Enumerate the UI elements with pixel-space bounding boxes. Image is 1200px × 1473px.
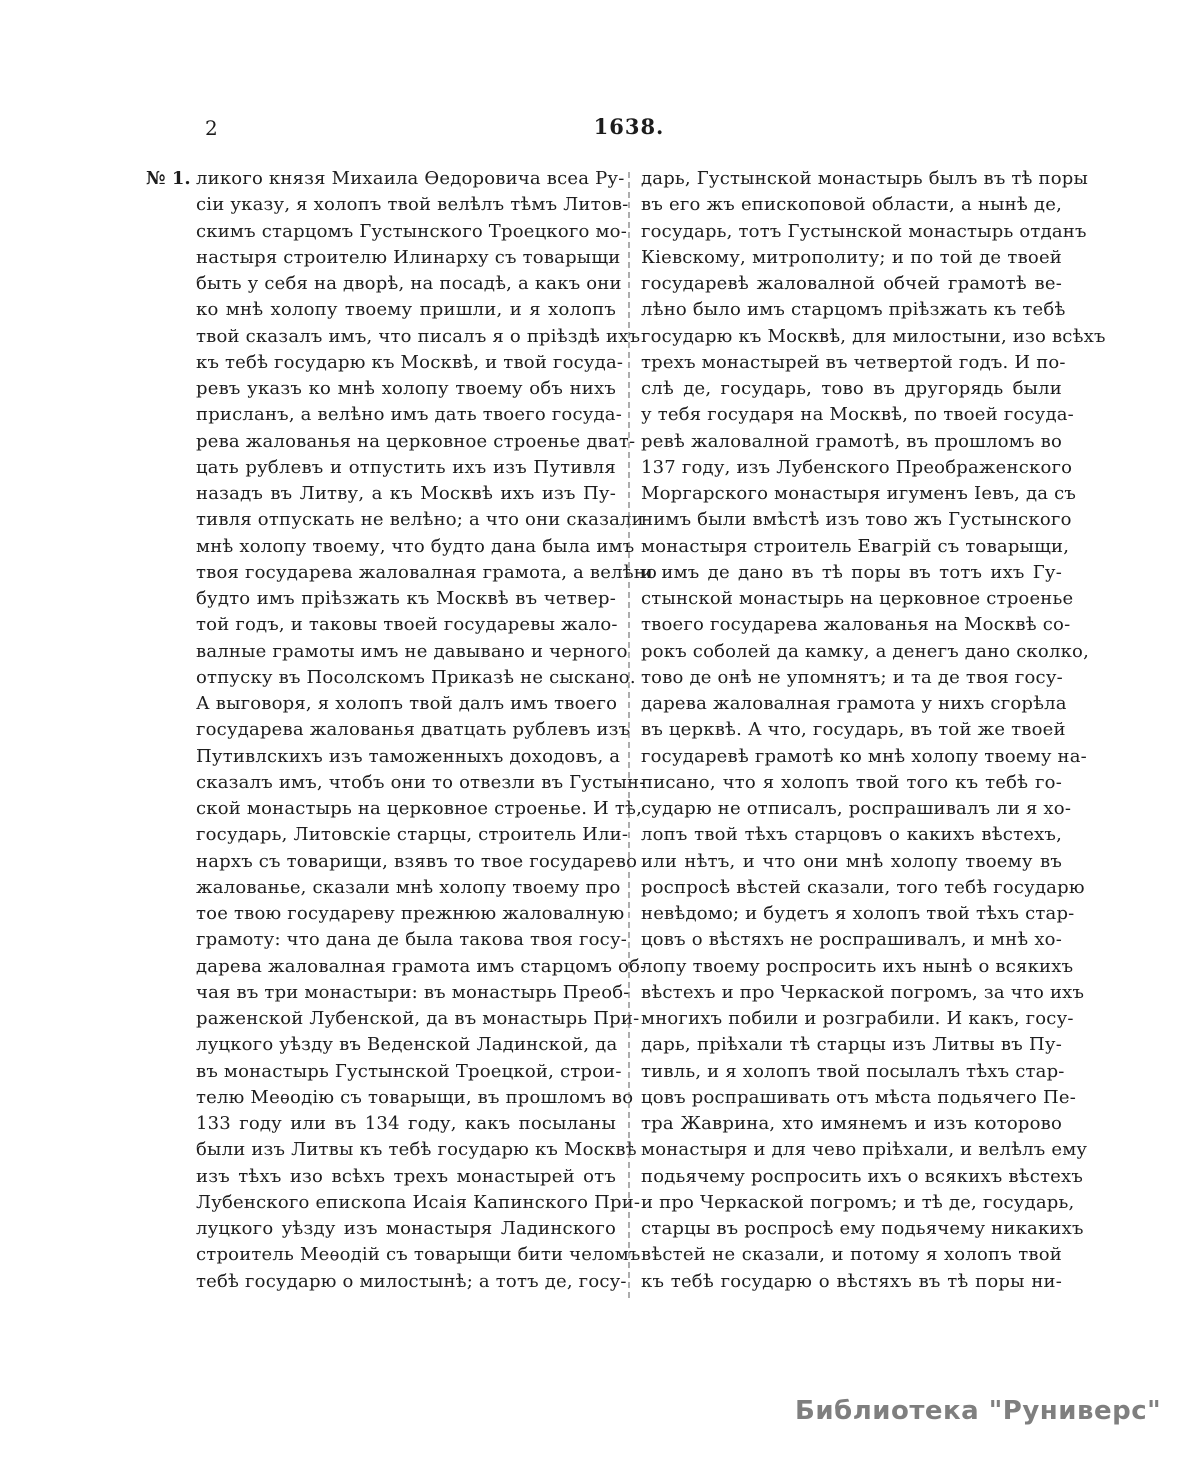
text-line: валные грамоты имъ не давывано и черного [196, 640, 628, 662]
text-line: нимъ были вмѣстѣ изъ тово жъ Густынского [641, 509, 1072, 531]
text-line: подьячему роспросить ихъ о всякихъ вѣстехъ [641, 1165, 1083, 1187]
text-line: мнѣ холопу твоему, что будто дана была имъ [196, 535, 635, 557]
text-line: слѣ де, государь, тово въ другорядь были [641, 378, 1062, 399]
text-line: той годъ, и таковы твоей государевы жало- [196, 614, 618, 636]
text-line: грамоту: что дана де была такова твоя госу- [196, 929, 628, 951]
text-line: А выговоря, я холопъ твой далъ имъ твоего [196, 693, 618, 714]
column-divider [628, 172, 630, 1298]
text-line: къ тебѣ государю къ Москвѣ, и твой госуда- [196, 351, 624, 373]
text-line: ревъ указъ ко мнѣ холопу твоему объ нихъ [196, 378, 616, 399]
text-line: дарь, пріѣхали тѣ старцы изъ Литвы въ Пу- [641, 1034, 1062, 1056]
text-line: твоего государева жалованья на Москвѣ со- [641, 614, 1071, 636]
text-line: рева жалованья на церковное строенье дват- [196, 430, 636, 452]
library-watermark: Библиотека "Руниверс" [795, 1396, 1162, 1426]
text-line: старцы въ роспросѣ ему подьячему никакихъ [641, 1218, 1084, 1239]
text-line: сударю не отписалъ, роспрашивалъ ли я хо- [641, 798, 1072, 819]
page-number: 2 [205, 116, 219, 140]
text-line: невѣдомо; и будетъ я холопъ твой тѣхъ стар- [641, 903, 1075, 924]
text-line: будто имъ пріѣзжать къ Москвѣ въ четвер- [196, 588, 616, 609]
text-line: 133 году или въ 134 году, какъ посыланы [196, 1113, 616, 1134]
text-line: настыря строителю Илинарху съ товарыщи [196, 246, 621, 268]
text-line: тра Жаврина, хто имянемъ и изъ которово [641, 1113, 1062, 1134]
text-line: государева жалованья дватцать рублевъ изъ [196, 719, 631, 741]
text-line: дарева жаловалная грамота имъ старцомъ об- [196, 955, 647, 977]
text-line: строитель Меѳодій съ товарыщи бити челомъ [196, 1244, 641, 1266]
text-line: отпуску въ Посолскомъ Приказѣ не сыскано. [196, 666, 636, 688]
entry-number-label: № 1. [146, 168, 191, 189]
text-column-left [196, 166, 658, 1295]
text-line: жалованье, сказали мнѣ холопу твоему про [196, 876, 621, 898]
text-line: изъ тѣхъ изо всѣхъ трехъ монастырей отъ [196, 1165, 616, 1187]
text-line: лопъ твой тѣхъ старцовъ о какихъ вѣстехъ, [641, 824, 1062, 846]
text-line: твой сказалъ имъ, что писалъ я о пріѣздѣ ихъ [196, 325, 641, 347]
text-line: вѣстехъ и про Черкаской погромъ, за что ихъ [641, 981, 1085, 1003]
text-line: Моргарского монастыря игуменъ Іевъ, да съ [641, 483, 1077, 504]
text-line: писано, что я холопъ твой того къ тебѣ го- [641, 771, 1062, 793]
text-line: государь, Литовскіе старцы, строитель Или- [196, 824, 629, 846]
text-line: въ церквѣ. А что, государь, въ той же твоей [641, 719, 1066, 741]
text-line: государь, тотъ Густынской монастырь отданъ [641, 220, 1087, 242]
text-line: дарева жаловалная грамота у нихъ сгорѣла [641, 693, 1067, 714]
text-line: тое твою государеву прежнюю жаловалную [196, 903, 625, 924]
text-line: лѣно было имъ старцомъ пріѣзжать къ тебѣ [641, 299, 1066, 321]
text-line: назадъ въ Литву, а къ Москвѣ ихъ изъ Пу- [196, 483, 616, 504]
text-line: государевѣ грамотѣ ко мнѣ холопу твоему на- [641, 745, 1087, 767]
text-line: телю Меѳодію съ товарыщи, въ прошломъ во [196, 1086, 634, 1108]
text-line: цать рублевъ и отпустить ихъ изъ Путивля [196, 456, 616, 478]
text-line: нархъ съ товарищи, взявъ то твое государево [196, 850, 638, 872]
text-line: сіи указу, я холопъ твой велѣлъ тѣмъ Литов- [196, 194, 629, 216]
text-line: тебѣ государю о милостынѣ; а тотъ де, госу- [196, 1270, 627, 1292]
text-line: присланъ, а велѣно имъ дать твоего госуда- [196, 404, 623, 426]
text-line: цовъ о вѣстяхъ не роспрашивалъ, и мнѣ хо- [641, 929, 1062, 951]
text-line: сказалъ имъ, чтобъ они то отвезли въ Густын- [196, 771, 646, 793]
text-line: тивля отпускать не велѣно; а что они сказали [196, 509, 644, 531]
text-line: стынской монастырь на церковное строенье [641, 588, 1074, 609]
text-line: рокъ соболей да камку, а денегъ дано сколко, [641, 640, 1090, 662]
text-line: въ монастырь Густынской Троецкой, строи- [196, 1060, 622, 1082]
text-line: чая въ три монастыри: въ монастырь Преоб- [196, 981, 630, 1003]
text-line: государю къ Москвѣ, для милостыни, изо всѣхъ [641, 325, 1106, 347]
text-line: роспросѣ вѣстей сказали, того тебѣ государю [641, 876, 1085, 898]
text-line: были изъ Литвы къ тебѣ государю къ Москвѣ [196, 1139, 637, 1161]
text-line: скимъ старцомъ Густынского Троецкого мо- [196, 220, 627, 242]
text-line: или нѣтъ, и что они мнѣ холопу твоему въ [641, 850, 1062, 872]
text-line: твоя государева жаловалная грамота, а велѣно [196, 561, 658, 583]
text-line: Путивлскихъ изъ таможенныхъ доходовъ, а [196, 745, 621, 767]
text-line: ликого князя Михаила Ѳедоровича всеа Ру- [196, 168, 625, 189]
text-line: тово де онѣ не упомнятъ; и та де твоя госу- [641, 666, 1063, 688]
text-line: и имъ де дано въ тѣ поры въ тотъ ихъ Гу- [641, 561, 1062, 583]
text-line: раженской Лубенской, да въ монастырь При- [196, 1008, 640, 1029]
text-line: Кіевскому, митрополиту; и по той де твоей [641, 246, 1062, 268]
text-line: тивль, и я холопъ твой посылалъ тѣхъ стар- [641, 1060, 1065, 1082]
text-line: и про Черкаской погромъ; и тѣ де, государь, [641, 1191, 1075, 1213]
text-line: луцкого уѣзду въ Веденской Ладинской, да [196, 1034, 618, 1056]
text-line: государевѣ жаловалной обчей грамотѣ ве- [641, 273, 1062, 294]
text-line: у тебя государя на Москвѣ, по твоей госуда- [641, 404, 1074, 426]
text-line: лопу твоему роспросить ихъ нынѣ о всякихъ [641, 955, 1074, 977]
text-line: къ тебѣ государю о вѣстяхъ въ тѣ поры ни- [641, 1270, 1062, 1292]
text-line: ко мнѣ холопу твоему пришли, и я холопъ [196, 299, 616, 321]
page-header-year: 1638. [593, 114, 665, 139]
text-line: луцкого уѣзду изъ монастыря Ладинского [196, 1218, 616, 1239]
text-line: 137 году, изъ Лубенского Преображенского [641, 456, 1073, 478]
text-line: многихъ побили и розграбили. И какъ, госу- [641, 1008, 1074, 1029]
text-line: цовъ роспрашивать отъ мѣста подьячего Пе- [641, 1086, 1077, 1108]
text-line: ской монастырь на церковное строенье. И тѣ, [196, 798, 642, 819]
text-line: вѣстей не сказали, и потому я холопъ твой [641, 1244, 1062, 1266]
text-line: трехъ монастырей въ четвертой годъ. И по- [641, 351, 1066, 373]
text-line: ревѣ жаловалной грамотѣ, въ прошломъ во [641, 430, 1062, 452]
text-line: въ его жъ епископовой области, а нынѣ де, [641, 194, 1062, 216]
text-line: Лубенского епископа Исаія Капинского При- [196, 1191, 641, 1213]
text-line: быть у себя на дворѣ, на посадѣ, а какъ они [196, 273, 622, 294]
text-line: монастыря и для чево пріѣхали, и велѣлъ ему [641, 1139, 1088, 1161]
text-column-right [641, 166, 1106, 1295]
text-line: монастыря строитель Евагрій съ товарыщи, [641, 535, 1070, 557]
text-line: дарь, Густынской монастырь былъ въ тѣ поры [641, 168, 1089, 189]
